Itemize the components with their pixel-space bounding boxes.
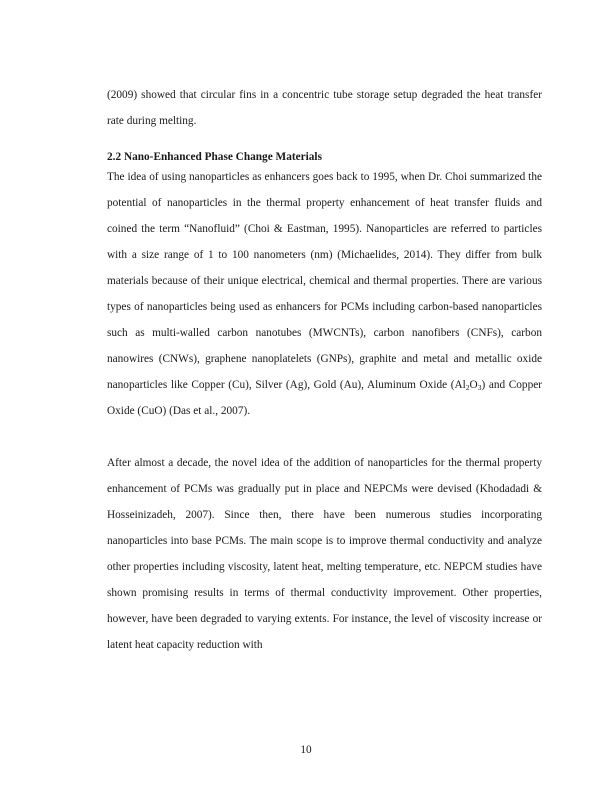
section-heading: 2.2 Nano-Enhanced Phase Change Materials	[107, 151, 322, 163]
paragraph-nanoparticles-intro	[107, 164, 542, 424]
formula-oxygen: O	[469, 379, 478, 391]
formula-subscript-2: 2	[465, 383, 470, 392]
paragraph-text-after-formula: ) and Copper Oxide (CuO) (Das et al., 2007).	[107, 379, 542, 417]
intro-paragraph: (2009) showed that circular fins in a concentric tube storage setup degraded the heat transfer rate during melting.	[107, 89, 542, 127]
paragraph-text-before-formula: The idea of using nanoparticles as enhancers goes back to 1995, when Dr. Choi summarized the potential of nanoparticles in the thermal property enhancement of heat transfer fluids and coined the term “Nanofluid” (Choi & Eastman, 1995). Nanoparticles are referred to particles with a size range of 1 to 100 nanometers (nm) (Michaelides, 2014). They differ from bulk materials because of their unique electrical, chemical and thermal properties. There are various types of nanoparticles being used as enhancers for PCMs including carbon-based nanoparticles such as multi-walled carbon nanotubes (MWCNTs), carbon nanofibers (CNFs), carbon nanowires (CNWs), graphene nanoplatelets (GNPs), graphite and metal and metallic oxide nanoparticles like Copper (Cu), Silver (Ag), Gold (Au), Aluminum Oxide (Al	[107, 171, 542, 391]
paragraph-nepcm-history: After almost a decade, the novel idea of the addition of nanoparticles for the thermal property enhancement of PCMs was gradually put in place and NEPCMs were devised (Khodadadi & Hosseinizadeh, 2007). Since then, there have been numerous studies incorporating nanoparticles into base PCMs. The main scope is to improve thermal conductivity and analyze other properties including viscosity, latent heat, melting temperature, etc. NEPCM studies have shown promising results in terms of thermal conductivity improvement. Other properties, however, have been degraded to varying extents. For instance, the level of viscosity increase or latent heat capacity reduction with	[107, 457, 542, 651]
page-number: 10	[300, 744, 312, 756]
formula-subscript-3: 3	[477, 383, 482, 392]
